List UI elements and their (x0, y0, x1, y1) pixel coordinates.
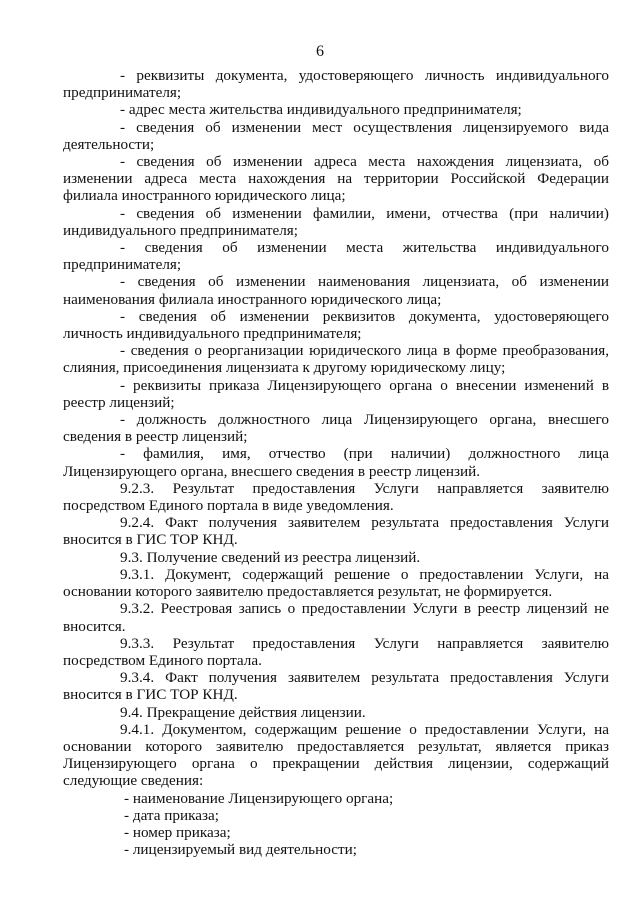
document-paragraph: 9.2.3. Результат предоставления Услуги направляется заявителю посредством Единого портала в виде уведомления. (63, 479, 609, 515)
document-paragraph: - сведения об изменении наименования лицензиата, об изменении наименования филиала иностранного юридического лица; (63, 273, 609, 308)
document-paragraph: - сведения о реорганизации юридического лица в форме преобразования, слияния, присоединения лицензиата к другому юридическому лицу; (63, 342, 609, 377)
document-paragraph: 9.4. Прекращение действия лицензии. (120, 703, 366, 721)
list-item: - наименование Лицензирующего органа; (124, 789, 394, 807)
document-paragraph: - сведения об изменении адреса места нахождения лицензиата, об изменении адреса места нахождения на территории Российской Федерации филиала иностранного юридического лица; (63, 153, 609, 205)
document-paragraph: 9.2.4. Факт получения заявителем результата предоставления Услуги вносится в ГИС ТОР КНД. (63, 514, 609, 549)
list-item: - лицензируемый вид деятельности; (124, 841, 357, 859)
document-paragraph: - адрес места жительства индивидуального предпринимателя; (120, 101, 522, 119)
document-paragraph: - сведения об изменении места жительства индивидуального предпринимателя; (63, 239, 609, 274)
document-paragraph: - сведения об изменении мест осуществления лицензируемого вида деятельности; (63, 118, 609, 153)
document-paragraph: - сведения об изменении реквизитов документа, удостоверяющего личность индивидуального предпринимателя; (63, 307, 609, 343)
document-paragraph: 9.3.2. Реестровая запись о предоставлении Услуги в реестр лицензий не вносится. (63, 600, 609, 635)
page-number: 6 (316, 43, 324, 60)
document-paragraph: 9.3.1. Документ, содержащий решение о предоставлении Услуги, на основании которого заявителю предоставляется результат, не формируется. (63, 565, 609, 601)
document-paragraph: - фамилия, имя, отчество (при наличии) должностного лица Лицензирующего органа, внесшего сведения в реестр лицензий. (63, 445, 609, 480)
list-item: - дата приказа; (124, 806, 219, 824)
list-item: - номер приказа; (124, 823, 231, 841)
document-paragraph: - реквизиты приказа Лицензирующего органа о внесении изменений в реестр лицензий; (63, 376, 609, 411)
document-paragraph: 9.3.4. Факт получения заявителем результата предоставления Услуги вносится в ГИС ТОР КНД. (63, 669, 609, 704)
document-paragraph: - реквизиты документа, удостоверяющего личность индивидуального предпринимателя; (63, 67, 609, 102)
document-paragraph: 9.4.1. Документом, содержащим решение о предоставлении Услуги, на основании которого заявителю предоставляется результат, является приказ Лицензирующего органа о прекращении действия лицензии, содержащий следующие сведения: (63, 720, 609, 790)
document-paragraph: - сведения об изменении фамилии, имени, отчества (при наличии) индивидуального предпринимателя; (63, 204, 609, 239)
document-paragraph: - должность должностного лица Лицензирующего органа, внесшего сведения в реестр лицензий; (63, 411, 609, 446)
document-body (63, 67, 609, 858)
document-paragraph: 9.3.3. Результат предоставления Услуги направляется заявителю посредством Единого портала. (63, 634, 609, 669)
document-paragraph: 9.3. Получение сведений из реестра лицензий. (120, 548, 421, 566)
